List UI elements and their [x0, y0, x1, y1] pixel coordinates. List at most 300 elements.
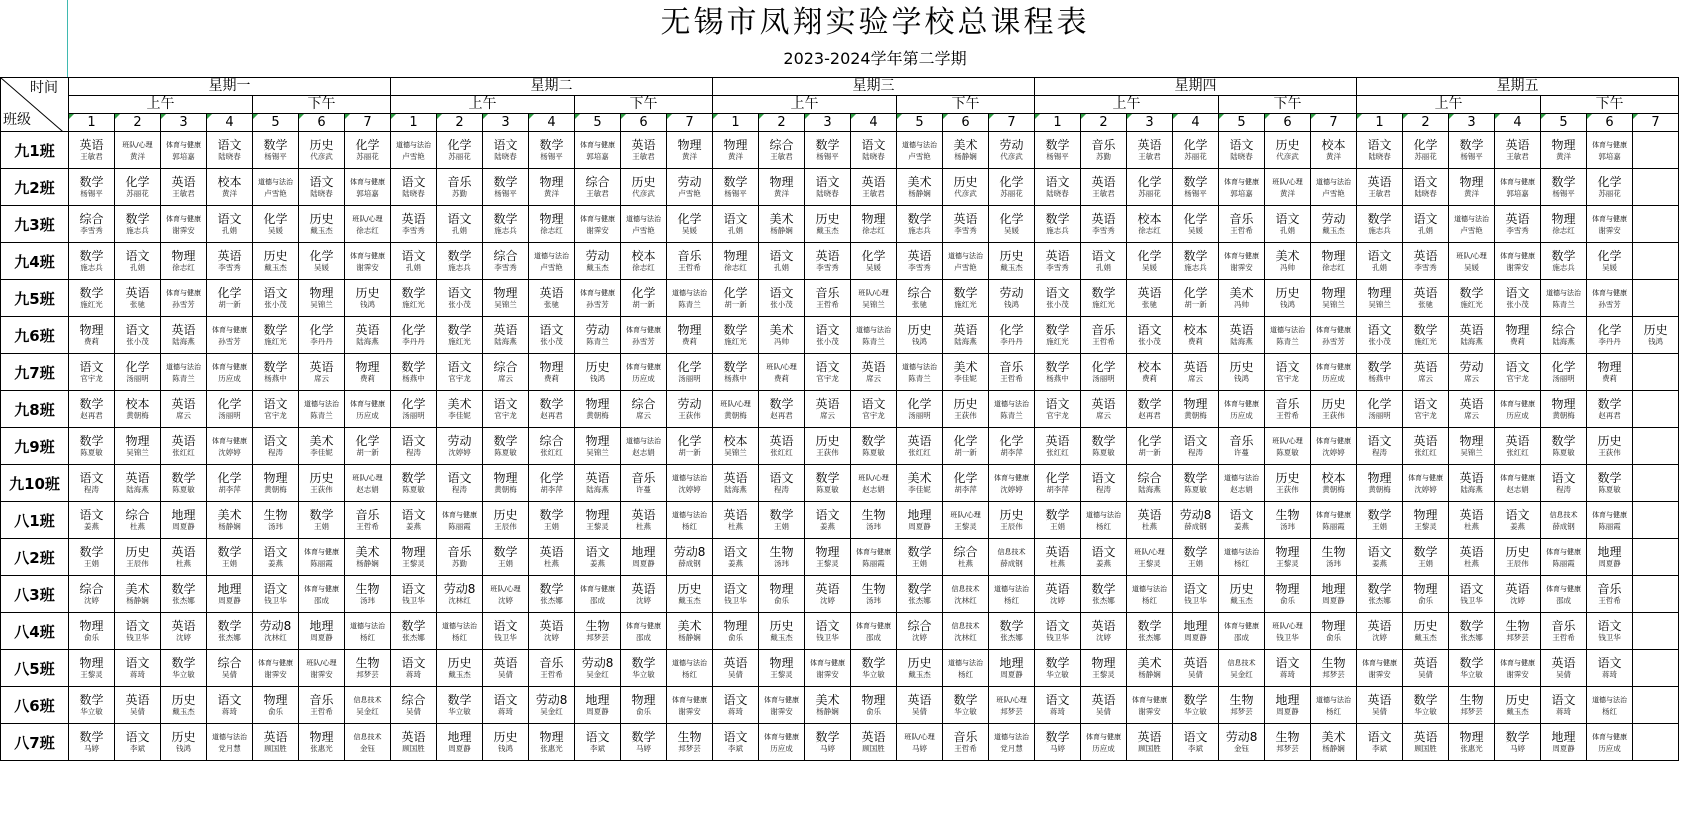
- subject: 地理: [907, 508, 932, 522]
- subject: 历史: [263, 249, 288, 263]
- subject: 物理: [585, 397, 610, 411]
- teacher: 陈青兰: [862, 337, 885, 346]
- lesson-cell: [161, 465, 207, 502]
- teacher: 李雪秀: [218, 263, 241, 272]
- subject: 语文: [1551, 693, 1576, 707]
- subject: 英语: [1045, 545, 1070, 559]
- lesson-cell: [667, 613, 713, 650]
- subject: 历史: [493, 730, 518, 744]
- lesson-cell: [207, 539, 253, 576]
- corner-time-label: 时间: [30, 80, 58, 96]
- subject: 道德与法治: [672, 511, 708, 519]
- period-number: 1: [391, 114, 437, 132]
- teacher: 苏丽花: [126, 189, 149, 198]
- class-name: 九9班: [1, 428, 69, 465]
- teacher: 张小茂: [264, 300, 287, 309]
- class-row: [1, 132, 1679, 169]
- lesson-cell: [207, 169, 253, 206]
- subject: 数学: [953, 286, 978, 300]
- lesson-cell: [529, 539, 575, 576]
- teacher: 杨燕中: [1368, 374, 1391, 383]
- teacher: 赵再君: [1598, 411, 1621, 420]
- teacher: 黄洋: [1280, 189, 1296, 198]
- lesson-cell: [437, 724, 483, 761]
- teacher: 王荻伟: [1322, 411, 1345, 420]
- lesson-cell: [1035, 243, 1081, 280]
- lesson-cell: [1081, 280, 1127, 317]
- subject: 物理: [79, 619, 104, 633]
- teacher: 张惠光: [310, 744, 333, 753]
- lesson-cell: [1219, 465, 1265, 502]
- teacher: 陆晓春: [1046, 189, 1069, 198]
- lesson-cell: [1081, 724, 1127, 761]
- teacher: 谢霁安: [356, 263, 379, 272]
- subject: 综合: [493, 360, 518, 374]
- teacher: 杨燕中: [264, 374, 287, 383]
- teacher: 杨红: [1096, 522, 1112, 531]
- teacher: 王荻伟: [310, 485, 333, 494]
- period-number: 4: [851, 114, 897, 132]
- header-left-strip: [0, 0, 68, 77]
- lesson-cell: [1127, 687, 1173, 724]
- teacher: 王娟: [84, 559, 99, 568]
- teacher: 杨锡平: [724, 189, 747, 198]
- subject: 道德与法治: [672, 474, 708, 482]
- lesson-cell: [1541, 650, 1587, 687]
- teacher: 沈婷婷: [1414, 485, 1437, 494]
- teacher: 钱卫华: [1276, 633, 1299, 642]
- subject: 生物: [861, 582, 886, 596]
- lesson-cell: [207, 465, 253, 502]
- teacher: 吴媛: [1004, 226, 1020, 235]
- subject: 道德与法治: [994, 733, 1030, 741]
- subject: 历史: [953, 397, 978, 411]
- teacher: 汤丽明: [126, 374, 149, 383]
- lesson-cell: [253, 169, 299, 206]
- lesson-cell: [575, 317, 621, 354]
- subject: 美术: [953, 138, 978, 152]
- subject: 数学: [1045, 508, 1070, 522]
- teacher: 吴倩: [498, 670, 514, 679]
- subject: 英语: [1459, 471, 1484, 485]
- subject: 数学: [401, 286, 426, 300]
- teacher: 程涛: [1188, 448, 1204, 457]
- subject: 劳动: [999, 286, 1024, 300]
- subject: 物理: [769, 656, 794, 670]
- lesson-cell: [1035, 502, 1081, 539]
- teacher: 吴锦兰: [1322, 300, 1345, 309]
- lesson-cell: [483, 354, 529, 391]
- subject: 化学: [125, 360, 150, 374]
- teacher: 杜燕: [1142, 522, 1158, 531]
- lesson-cell: [69, 354, 115, 391]
- lesson-cell: [1219, 132, 1265, 169]
- teacher: 徐志红: [1322, 263, 1345, 272]
- teacher: 张杰娜: [1092, 596, 1115, 605]
- half-pm-header: 下午: [1219, 96, 1357, 114]
- teacher: 李斌: [1372, 744, 1388, 753]
- teacher: 冯帅: [1280, 263, 1296, 272]
- lesson-cell: [1357, 428, 1403, 465]
- subject: 英语: [401, 212, 426, 226]
- teacher: 沈婷: [1510, 596, 1526, 605]
- subject: 化学: [631, 286, 656, 300]
- teacher: 周夏静: [1276, 707, 1299, 716]
- subject: 英语: [631, 582, 656, 596]
- subject: 语文: [1505, 286, 1530, 300]
- teacher: 赵再君: [540, 411, 563, 420]
- lesson-cell: [1449, 724, 1495, 761]
- subject: 体育与健康: [580, 585, 616, 593]
- subject: 英语: [1413, 286, 1438, 300]
- subject: 地理: [1275, 693, 1300, 707]
- lesson-cell: [1035, 280, 1081, 317]
- subject: 体育与健康: [166, 141, 201, 149]
- lesson-cell: [299, 687, 345, 724]
- teacher: 张杰娜: [1368, 596, 1391, 605]
- lesson-cell: [1311, 502, 1357, 539]
- teacher: 张杰娜: [908, 596, 931, 605]
- lesson-cell: [575, 650, 621, 687]
- subject: 生物: [1229, 693, 1254, 707]
- teacher: 邦梦芸: [356, 670, 379, 679]
- period-number: 5: [897, 114, 943, 132]
- lesson-cell: [713, 132, 759, 169]
- lesson-cell: [1081, 687, 1127, 724]
- teacher: 顾国胜: [402, 744, 425, 753]
- subject: 数学: [1183, 545, 1208, 559]
- lesson-cell: [1587, 243, 1633, 280]
- lesson-cell: [759, 465, 805, 502]
- class-name: 九3班: [1, 206, 69, 243]
- teacher: 施红光: [724, 337, 747, 346]
- lesson-cell: [115, 280, 161, 317]
- subject: 英语: [1459, 397, 1484, 411]
- lesson-cell: [1541, 243, 1587, 280]
- lesson-cell: [989, 280, 1035, 317]
- subject: 美术: [125, 582, 150, 596]
- subject: 数学: [769, 397, 794, 411]
- subject: 数学: [1045, 212, 1070, 226]
- teacher: 沈婷: [176, 633, 191, 642]
- subject: 化学: [1137, 175, 1162, 189]
- lesson-cell: [1587, 280, 1633, 317]
- class-row: [1, 206, 1679, 243]
- lesson-cell: [1495, 576, 1541, 613]
- teacher: 俞乐: [268, 707, 283, 716]
- teacher: 张驰: [1142, 300, 1158, 309]
- lesson-cell: [253, 465, 299, 502]
- teacher: 钱卫华: [402, 596, 425, 605]
- teacher: 华立敏: [1414, 707, 1437, 716]
- teacher: 王哲希: [1230, 226, 1253, 235]
- subject: 英语: [815, 582, 840, 596]
- teacher: 王黎灵: [1092, 670, 1115, 679]
- lesson-cell: [805, 280, 851, 317]
- lesson-cell: [1311, 317, 1357, 354]
- lesson-cell: [1173, 243, 1219, 280]
- teacher: 沈林红: [448, 596, 471, 605]
- lesson-cell: [1265, 169, 1311, 206]
- subject: 历史: [999, 508, 1024, 522]
- lesson-cell: [667, 354, 713, 391]
- subject: 物理: [861, 693, 886, 707]
- lesson-cell: [1081, 243, 1127, 280]
- lesson-cell: [897, 539, 943, 576]
- teacher: 李雪秀: [1046, 263, 1069, 272]
- subject: 英语: [723, 656, 748, 670]
- teacher: 孙雪芳: [218, 337, 241, 346]
- lesson-cell: [1265, 243, 1311, 280]
- subject: 地理: [1551, 730, 1576, 744]
- teacher: 华立敏: [172, 670, 195, 679]
- subject: 语文: [79, 508, 104, 522]
- subject: 数学: [493, 545, 518, 559]
- subject: 体育与健康: [626, 326, 662, 334]
- teacher: 张杰娜: [172, 596, 195, 605]
- lesson-cell: [1633, 354, 1679, 391]
- lesson-cell: [667, 132, 713, 169]
- teacher: 吴锦兰: [586, 448, 609, 457]
- subject: 数学: [1183, 471, 1208, 485]
- class-name: 九7班: [1, 354, 69, 391]
- subject: 数学: [79, 693, 104, 707]
- teacher: 张驰: [912, 300, 928, 309]
- lesson-cell: [759, 428, 805, 465]
- teacher: 陈青兰: [586, 337, 609, 346]
- subject: 校本: [125, 397, 150, 411]
- class-name: 八7班: [1, 724, 69, 761]
- lesson-cell: [759, 502, 805, 539]
- subject: 道德与法治: [212, 733, 247, 741]
- teacher: 钱鸿: [590, 374, 606, 383]
- subject: 音乐: [1091, 323, 1116, 337]
- lesson-cell: [621, 354, 667, 391]
- lesson-cell: [299, 613, 345, 650]
- subject: 化学: [1183, 138, 1208, 152]
- teacher: 沈婷婷: [218, 448, 241, 457]
- teacher: 陆晓春: [218, 152, 241, 161]
- subject: 物理: [401, 545, 426, 559]
- subject: 物理: [355, 360, 380, 374]
- subject: 语文: [493, 619, 518, 633]
- teacher: 邦梦芸: [1460, 707, 1483, 716]
- lesson-cell: [575, 280, 621, 317]
- subject: 物理: [1183, 397, 1208, 411]
- lesson-cell: [253, 206, 299, 243]
- lesson-cell: [299, 280, 345, 317]
- teacher: 官宇龙: [1506, 374, 1529, 383]
- subject: 物理: [309, 286, 334, 300]
- subject: 音乐: [631, 471, 656, 485]
- subject: 英语: [585, 471, 610, 485]
- subject: 班队/心理: [766, 363, 797, 371]
- teacher: 王哲希: [816, 300, 839, 309]
- subject: 化学: [953, 471, 978, 485]
- teacher: 杨红: [1004, 596, 1020, 605]
- period-number: 3: [483, 114, 529, 132]
- subject: 语文: [125, 730, 150, 744]
- teacher: 历应成: [632, 374, 655, 383]
- subject: 体育与健康: [442, 511, 478, 519]
- subject: 美术: [309, 434, 334, 448]
- lesson-cell: [621, 280, 667, 317]
- teacher: 官宇龙: [264, 411, 287, 420]
- lesson-cell: [621, 576, 667, 613]
- subject: 物理: [1275, 545, 1300, 559]
- subject: 语文: [401, 434, 426, 448]
- lesson-cell: [253, 613, 299, 650]
- lesson-cell: [1173, 206, 1219, 243]
- lesson-cell: [529, 428, 575, 465]
- subject: 语文: [1367, 730, 1392, 744]
- teacher: 华立敏: [1460, 670, 1483, 679]
- subject: 英语: [1229, 323, 1254, 337]
- teacher: 孔娟: [406, 263, 422, 272]
- teacher: 施志兵: [1046, 226, 1069, 235]
- lesson-cell: [1403, 354, 1449, 391]
- lesson-cell: [1219, 502, 1265, 539]
- teacher: 费莉: [1188, 337, 1204, 346]
- lesson-cell: [1311, 724, 1357, 761]
- teacher: 王荻伟: [816, 448, 839, 457]
- subject: 劳动: [677, 175, 702, 189]
- teacher: 黄朝梅: [1368, 485, 1391, 494]
- teacher: 官宇龙: [816, 374, 839, 383]
- lesson-cell: [69, 280, 115, 317]
- lesson-cell: [897, 576, 943, 613]
- subject: 校本: [1321, 138, 1346, 152]
- teacher: 李雪秀: [1092, 226, 1115, 235]
- teacher: 张驰: [544, 300, 560, 309]
- subject: 数学: [401, 471, 426, 485]
- period-number: 4: [1173, 114, 1219, 132]
- lesson-cell: [1265, 576, 1311, 613]
- subject: 历史: [309, 212, 334, 226]
- subject: 数学: [1597, 397, 1622, 411]
- subject: 道德与法治: [1224, 548, 1260, 556]
- subject: 音乐: [1597, 582, 1622, 596]
- subject: 语文: [447, 360, 472, 374]
- teacher: 代彦武: [310, 152, 333, 161]
- teacher: 黄洋: [774, 189, 790, 198]
- subject: 美术: [1137, 656, 1162, 670]
- subject: 语文: [1045, 397, 1070, 411]
- lesson-cell: [1127, 354, 1173, 391]
- subject: 英语: [1137, 730, 1162, 744]
- subject: 历史: [125, 545, 150, 559]
- period-number: 1: [69, 114, 115, 132]
- lesson-cell: [1265, 317, 1311, 354]
- subject: 语文: [1183, 730, 1208, 744]
- subject: 数学: [1091, 582, 1116, 596]
- subject: 化学: [999, 434, 1024, 448]
- subject: 数学: [631, 656, 656, 670]
- subject: 物理: [539, 730, 564, 744]
- lesson-cell: [1587, 391, 1633, 428]
- lesson-cell: [897, 613, 943, 650]
- teacher: 张红红: [1414, 448, 1437, 457]
- lesson-cell: [1173, 354, 1219, 391]
- lesson-cell: [1265, 280, 1311, 317]
- teacher: 吴倩: [1556, 670, 1572, 679]
- teacher: 冯帅: [774, 337, 790, 346]
- teacher: 姜燕: [1372, 559, 1388, 568]
- subject: 英语: [263, 730, 288, 744]
- subject: 道德与法治: [994, 585, 1030, 593]
- teacher: 程涛: [268, 448, 283, 457]
- lesson-cell: [1403, 465, 1449, 502]
- lesson-cell: [345, 502, 391, 539]
- teacher: 陈夏敏: [172, 485, 195, 494]
- teacher: 郭培嘉: [356, 189, 379, 198]
- subject: 语文: [1367, 545, 1392, 559]
- subject: 地理: [309, 619, 334, 633]
- subject: 英语: [723, 471, 748, 485]
- lesson-cell: [1495, 724, 1541, 761]
- subject: 数学: [125, 212, 150, 226]
- lesson-cell: [391, 687, 437, 724]
- teacher: 杨红: [682, 670, 698, 679]
- subject: 劳动8: [581, 656, 614, 670]
- subject: 英语: [1505, 138, 1530, 152]
- teacher: 吴金红: [1230, 670, 1253, 679]
- day-header: 星期一: [69, 78, 391, 96]
- lesson-cell: [345, 354, 391, 391]
- lesson-cell: [1495, 169, 1541, 206]
- lesson-cell: [805, 465, 851, 502]
- lesson-cell: [207, 724, 253, 761]
- teacher: 李丹丹: [1598, 337, 1621, 346]
- half-day-header-row: [1, 96, 1679, 114]
- lesson-cell: [1219, 613, 1265, 650]
- subject: 语文: [815, 323, 840, 337]
- lesson-cell: [713, 613, 759, 650]
- teacher: 沈婷: [636, 596, 652, 605]
- day-header: 星期三: [713, 78, 1035, 96]
- subject: 化学: [677, 212, 702, 226]
- lesson-cell: [575, 539, 621, 576]
- subject: 数学: [1459, 619, 1484, 633]
- lesson-cell: [529, 391, 575, 428]
- teacher: 张杰娜: [402, 633, 425, 642]
- lesson-cell: [943, 687, 989, 724]
- lesson-cell: [1403, 280, 1449, 317]
- teacher: 吴媛: [1142, 263, 1158, 272]
- subject: 音乐: [1229, 212, 1254, 226]
- teacher: 姜燕: [1096, 559, 1112, 568]
- teacher: 胡李萍: [1046, 485, 1069, 494]
- teacher: 胡一新: [1138, 448, 1161, 457]
- subject: 体育与健康: [1546, 548, 1582, 556]
- subject: 地理: [1597, 545, 1622, 559]
- lesson-cell: [1219, 354, 1265, 391]
- teacher: 王荻伟: [1598, 448, 1621, 457]
- lesson-cell: [759, 687, 805, 724]
- class-row: [1, 502, 1679, 539]
- lesson-cell: [805, 576, 851, 613]
- teacher: 沈婷: [498, 596, 514, 605]
- lesson-cell: [437, 687, 483, 724]
- teacher: 陈青兰: [1276, 337, 1299, 346]
- teacher: 席云: [1096, 411, 1112, 420]
- teacher: 杨红: [958, 670, 974, 679]
- teacher: 沈婷: [912, 633, 928, 642]
- subject: 语文: [1045, 286, 1070, 300]
- subject: 道德与法治: [626, 437, 662, 445]
- subject: 体育与健康: [994, 474, 1030, 482]
- lesson-cell: [115, 206, 161, 243]
